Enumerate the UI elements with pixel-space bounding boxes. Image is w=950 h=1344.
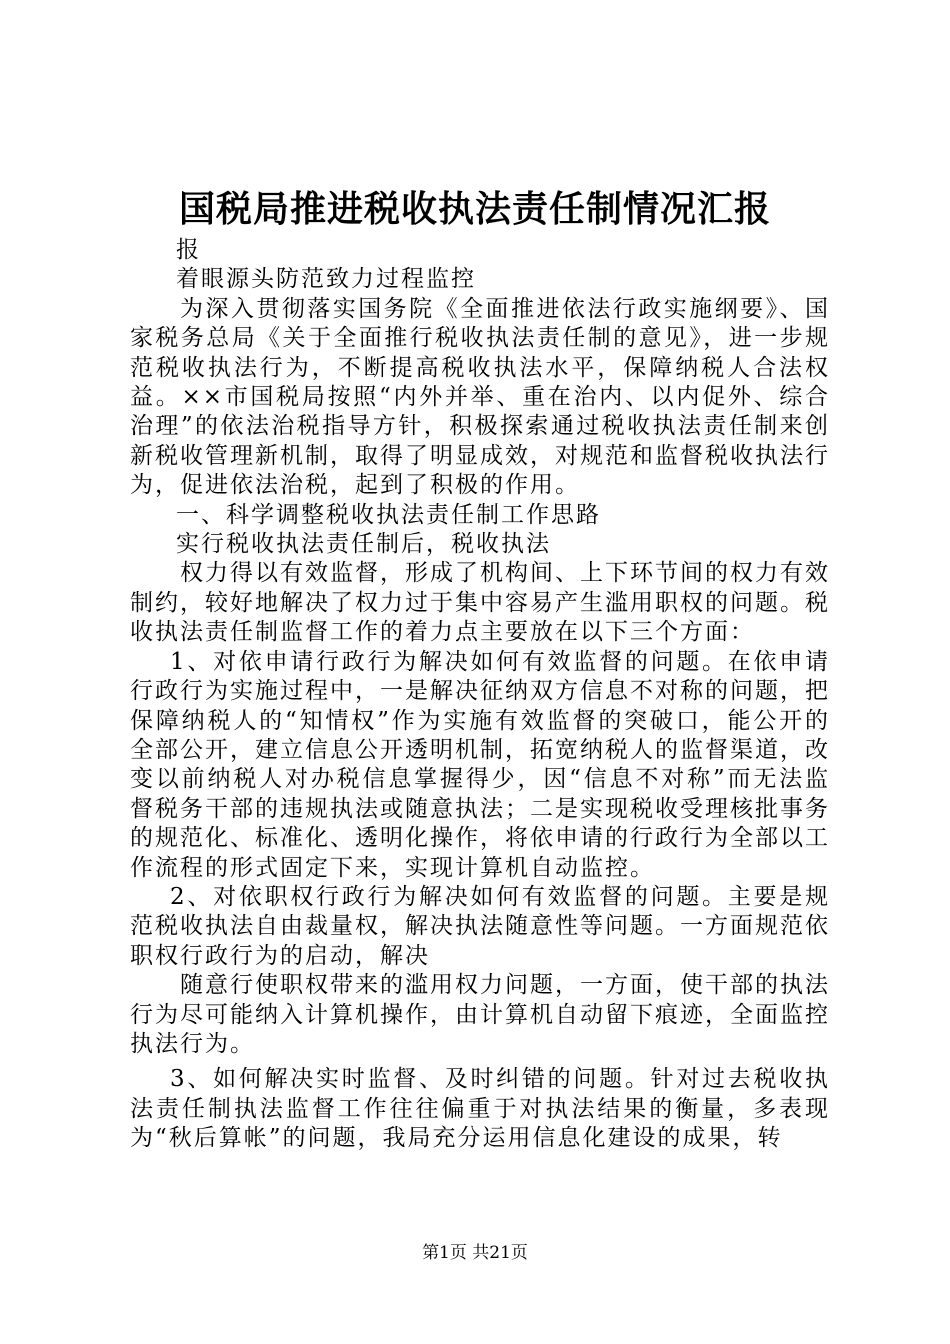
- document-body: [130, 236, 830, 1154]
- section-heading-1: 一、科学调整税收执法责任制工作思路: [176, 501, 601, 528]
- paragraph-point-1: 1、对依申请行政行为解决如何有效监督的问题。在依申请行政行为实施过程中，一是解决征纳双方信息不对称的问题，把保障纳税人的“知情权”作为实施有效监督的突破口，能公开的全部公开，建立信息公开透明机制，拓宽纳税人的监督渠道，改变以前纳税人对办税信息掌握得少，因“信息不对称”而无法监督税务干部的违规执法或随意执法；二是实现税收受理核批事务的规范化、标准化、透明化操作，将依申请的行政行为全部以工作流程的形式固定下来，实现计算机自动监控。: [130, 648, 830, 881]
- section-lead-line: 实行税收执法责任制后，税收执法: [176, 531, 551, 558]
- paragraph-power-supervision: 权力得以有效监督，形成了机构间、上下环节间的权力有效制约，较好地解决了权力过于集中容易产生滥用职权的问题。税收执法责任制监督工作的着力点主要放在以下三个方面：: [130, 560, 830, 646]
- paragraph-point-2-continued: 随意行使职权带来的滥用权力问题，一方面，使干部的执法行为尽可能纳入计算机操作，由计算机自动留下痕迹，全面监控执法行为。: [130, 972, 830, 1057]
- page-number-footer: 第1页 共21页: [422, 1243, 528, 1263]
- body-line-bao: 报: [176, 237, 201, 263]
- paragraph-point-2: 2、对依职权行政行为解决如何有效监督的问题。主要是规范税收执法自由裁量权，解决执法随意性等问题。一方面规范依职权行政行为的启动，解决: [130, 883, 830, 969]
- subtitle-line: 着眼源头防范致力过程监控: [176, 266, 476, 293]
- paragraph-intro: 为深入贯彻落实国务院《全面推进依法行政实施纲要》、国家税务总局《关于全面推行税收执法责任制的意见》，进一步规范税收执法行为，不断提高税收执法水平，保障纳税人合法权益。××市国税局按照“内外并举、重在治内、以内促外、综合治理”的依法治税指导方针，积极探索通过税收执法责任制来创新税收管理新机制，取得了明显成效，对规范和监督税收执法行为，促进依法治税，起到了积极的作用。: [130, 295, 830, 499]
- document-title: 国税局推进税收执法责任制情况汇报: [178, 188, 771, 230]
- paragraph-point-3: 3、如何解决实时监督、及时纠错的问题。针对过去税收执法责任制执法监督工作往往偏重于对执法结果的衡量，多表现为“秋后算帐”的问题，我局充分运用信息化建设的成果，转: [130, 1066, 830, 1152]
